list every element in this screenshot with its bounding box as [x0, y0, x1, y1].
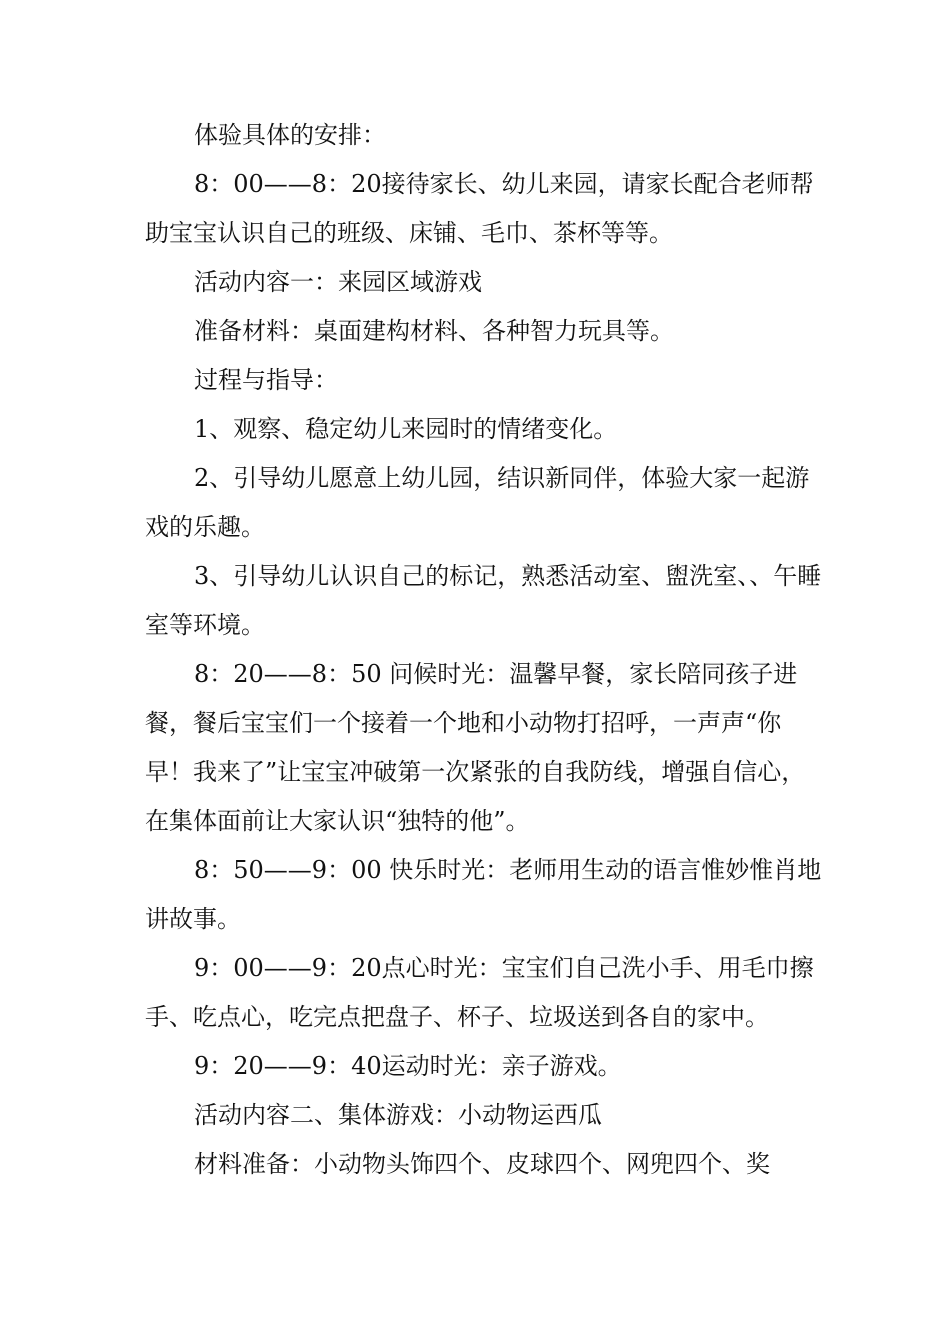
- paragraph-guidance-3: 3、引导幼儿认识自己的标记，熟悉活动室、盥洗室、、午睡室等环境。: [145, 562, 822, 639]
- paragraph-schedule-heading: 体验具体的安排：: [194, 121, 386, 149]
- paragraph-snack-time: 9：00——9：20点心时光：宝宝们自己洗小手、用毛巾擦手、吃点心，吃完点把盘子、杯子、垃圾送到各自的家中。: [145, 954, 814, 1031]
- paragraph-guidance-1: 1、观察、稳定幼儿来园时的情绪变化。: [194, 415, 618, 443]
- paragraph-materials-two: 材料准备：小动物头饰四个、皮球四个、网兜四个、奖: [194, 1150, 770, 1178]
- paragraph-greeting-time: 8：20——8：50 问候时光：温馨早餐，家长陪同孩子进餐，餐后宝宝们一个接着一个地和小动物打招呼，一声声“你早！我来了”让宝宝冲破第一次紧张的自我防线，增强自信心，在集体面前让大家认识“独特的他”。: [145, 660, 806, 835]
- document-body: [145, 111, 825, 1189]
- paragraph-activity-one: 活动内容一：来园区域游戏: [194, 268, 482, 296]
- paragraph-exercise-time: 9：20——9：40运动时光：亲子游戏。: [194, 1052, 622, 1080]
- paragraph-guidance-2: 2、引导幼儿愿意上幼儿园，结识新同伴，体验大家一起游戏的乐趣。: [145, 464, 810, 541]
- paragraph-reception: 8：00——8：20接待家长、幼儿来园，请家长配合老师帮助宝宝认识自己的班级、床铺、毛巾、茶杯等等。: [145, 170, 814, 247]
- paragraph-guidance-heading: 过程与指导：: [194, 366, 338, 394]
- paragraph-materials-one: 准备材料：桌面建构材料、各种智力玩具等。: [194, 317, 674, 345]
- paragraph-activity-two: 活动内容二、集体游戏：小动物运西瓜: [194, 1101, 602, 1129]
- paragraph-happy-time: 8：50——9：00 快乐时光：老师用生动的语言惟妙惟肖地讲故事。: [145, 856, 822, 933]
